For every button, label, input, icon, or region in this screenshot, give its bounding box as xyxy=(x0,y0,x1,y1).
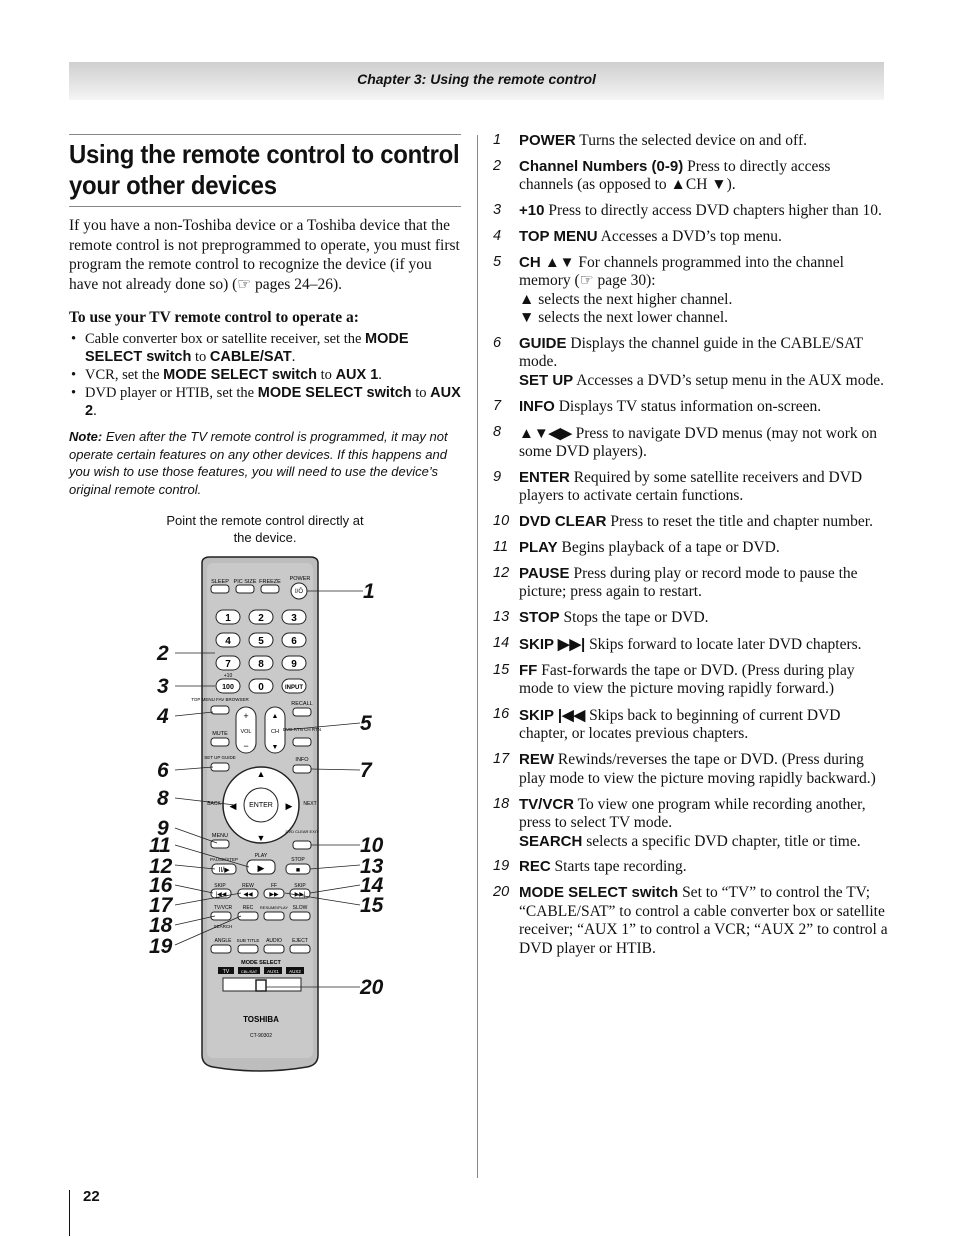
guide-button[interactable] xyxy=(211,763,229,771)
device-bullet-list xyxy=(69,330,461,420)
svg-text:SLOW: SLOW xyxy=(292,905,308,911)
svg-text:−: − xyxy=(243,741,249,751)
remote-caption: Point the remote control directly at the device. xyxy=(166,513,364,545)
bullet-dvd: • DVD player or HTIB, set the MODE SELECT switch to AUX 2. xyxy=(69,384,461,420)
svg-text:RESUME/PLAY: RESUME/PLAY xyxy=(259,905,289,910)
instructions-heading: To use your TV remote control to operate a: xyxy=(69,309,359,326)
note-text: Even after the TV remote control is programmed, it may not operate certain features on any other devices. If this happens and you wish to use those features, you will need to use the device’s original remote control. xyxy=(69,429,448,497)
desc-item-1: 1 POWER Turns the selected device on and off. xyxy=(493,132,807,149)
svg-text:9: 9 xyxy=(291,659,297,670)
intro-paragraph: If you have a non-Toshiba device or a Toshiba device that the remote control is not preprogrammed to operate, you must first program the remote control to recognize the device (if you have not already done so) (☞ pages 24–26). xyxy=(69,217,460,293)
desc-item-18: 18 TV/VCR To view one program while recording another, press to select TV mode. SEARCH selects a specific DVD chapter, title or time. xyxy=(493,795,866,850)
callout-17: 17 xyxy=(149,894,173,917)
svg-text:VOL: VOL xyxy=(240,729,252,735)
chapter-title: Chapter 3: Using the remote control xyxy=(357,71,596,87)
svg-text:II/▶: II/▶ xyxy=(218,867,230,874)
svg-text:1: 1 xyxy=(225,613,231,624)
svg-text:SKIP: SKIP xyxy=(294,883,306,889)
desc-item-2: 2 Channel Numbers (0-9) Press to directly access channels (as opposed to ▲CH ▼). xyxy=(493,157,831,194)
desc-item-10: 10 DVD CLEAR Press to reset the title and chapter number. xyxy=(493,513,873,531)
desc-item-4: 4 TOP MENU Accesses a DVD’s top menu. xyxy=(493,227,782,245)
topmenu-button[interactable] xyxy=(211,706,229,714)
svg-text:ANGLE: ANGLE xyxy=(214,938,232,944)
svg-text:INPUT: INPUT xyxy=(285,685,303,691)
callout-4: 4 xyxy=(157,705,169,728)
svg-text:REC: REC xyxy=(242,905,254,911)
svg-text:6: 6 xyxy=(291,636,297,647)
resume-button[interactable] xyxy=(264,912,284,920)
menu-label: MENU xyxy=(211,833,229,839)
svg-text:EJECT: EJECT xyxy=(292,938,308,944)
callout-5: 5 xyxy=(360,712,372,735)
desc-item-5: 5 CH ▲▼ For channels programmed into the channel memory (☞ page 30): ▲ selects the next higher channel. ▼ selects the next lower channel. xyxy=(493,253,844,327)
right-arrow-icon: ▶ xyxy=(285,801,293,811)
picsize-label: PIC SIZE xyxy=(233,579,257,585)
callout-14: 14 xyxy=(360,874,384,897)
page-number: 22 xyxy=(83,1188,100,1205)
callout-7: 7 xyxy=(360,759,372,782)
callout-16: 16 xyxy=(149,874,173,897)
info-label: INFO xyxy=(295,757,309,763)
setup-label: SET UP GUIDE xyxy=(204,755,236,760)
pause-label: PAUSE/STEP xyxy=(210,857,238,862)
callout-19: 19 xyxy=(149,935,173,958)
svg-text:8: 8 xyxy=(258,659,264,670)
desc-item-15: 15 FF Fast-forwards the tape or DVD. (Press during play mode to view the picture moving rapidly forward.) xyxy=(493,661,855,698)
svg-text:3: 3 xyxy=(291,613,297,624)
dvdclear-button[interactable] xyxy=(293,841,311,849)
svg-text:+10: +10 xyxy=(223,673,233,679)
callout-9: 9 xyxy=(157,817,169,840)
svg-text:TV/VCR: TV/VCR xyxy=(213,905,233,911)
up-arrow-icon: ▲ xyxy=(256,769,266,779)
picsize-button[interactable] xyxy=(236,585,254,593)
column-divider xyxy=(477,135,478,1178)
dvdrtn-button[interactable] xyxy=(293,738,311,746)
svg-text:▶▶: ▶▶ xyxy=(269,892,279,898)
svg-text:5: 5 xyxy=(258,636,264,647)
desc-item-16: 16 SKIP |◀◀ Skips back to beginning of current DVD chapter, or locates previous chapters. xyxy=(493,705,841,743)
sleep-button[interactable] xyxy=(211,585,229,593)
brand-logo: TOSHIBA xyxy=(243,1015,279,1024)
desc-item-11: 11 PLAY Begins playback of a tape or DVD. xyxy=(493,538,780,556)
desc-item-14: 14 SKIP ▶▶| Skips forward to locate later DVD chapters. xyxy=(493,634,862,653)
info-button[interactable] xyxy=(293,765,311,773)
enter-label: ENTER xyxy=(249,802,273,809)
svg-text:▶: ▶ xyxy=(257,863,265,873)
svg-text:◀◀: ◀◀ xyxy=(243,892,253,898)
svg-text:CH: CH xyxy=(271,729,279,735)
desc-item-7: 7 INFO Displays TV status information on-screen. xyxy=(493,397,822,415)
svg-text:SEARCH: SEARCH xyxy=(213,924,233,929)
callout-8: 8 xyxy=(157,787,169,810)
page-margin-rule xyxy=(69,1190,70,1236)
desc-item-19: 19 REC Starts tape recording. xyxy=(493,858,687,876)
freeze-button[interactable] xyxy=(261,585,279,593)
mode-select-label: MODE SELECT xyxy=(241,960,281,966)
stop-label: STOP xyxy=(291,857,305,863)
back-label: BACK xyxy=(207,801,221,807)
desc-item-20: 20 MODE SELECT switch Set to “TV” to control the TV; “CABLE/SAT” to control a cable converter box or satellite receiver; “AUX 1” to control a VCR; “AUX 2” to control a DVD player or HTIB. xyxy=(493,884,888,957)
svg-text:100: 100 xyxy=(222,684,234,691)
svg-text:4: 4 xyxy=(225,636,231,647)
callout-10: 10 xyxy=(360,834,384,857)
callout-1: 1 xyxy=(363,580,375,603)
eject-button[interactable] xyxy=(290,945,310,953)
recall-label: RECALL xyxy=(291,701,313,707)
recall-button[interactable] xyxy=(293,708,311,716)
chapter-header xyxy=(69,62,884,100)
svg-text:■: ■ xyxy=(295,867,301,874)
svg-text:REW: REW xyxy=(242,883,254,889)
svg-text:FF: FF xyxy=(270,883,278,889)
model-number: CT-90302 xyxy=(250,1033,272,1039)
section-title-block xyxy=(69,134,461,207)
callout-13: 13 xyxy=(360,855,384,878)
left-arrow-icon: ◀ xyxy=(229,801,237,811)
remote-illustration xyxy=(145,555,385,1075)
topmenu-label: TOP MENU FAV BROWSER xyxy=(191,697,249,702)
play-label: PLAY xyxy=(254,853,268,859)
desc-item-9: 9 ENTER Required by some satellite receivers and DVD players to activate certain functions. xyxy=(493,468,863,505)
desc-item-8: 8 ▲▼◀▶ Press to navigate DVD menus (may not work on some DVD players). xyxy=(493,423,877,461)
angle-button[interactable] xyxy=(211,945,231,953)
note-label: Note: xyxy=(69,429,103,444)
callout-15: 15 xyxy=(360,894,384,917)
svg-text:TV: TV xyxy=(222,969,230,975)
menu-button[interactable] xyxy=(211,840,229,848)
callout-11: 11 xyxy=(149,834,171,857)
note-paragraph xyxy=(69,428,464,498)
desc-item-13: 13 STOP Stops the tape or DVD. xyxy=(493,609,709,627)
svg-text:AUX1: AUX1 xyxy=(267,969,279,974)
power-icon: I/Ô xyxy=(294,589,304,595)
svg-text:AUDIO: AUDIO xyxy=(266,938,282,944)
desc-item-6: 6 GUIDE Displays the channel guide in the CABLE/SAT mode. SET UP Accesses a DVD’s setup menu in the AUX mode. xyxy=(493,334,884,389)
svg-text:▶▶|: ▶▶| xyxy=(294,892,306,898)
next-label: NEXT xyxy=(303,801,317,807)
dvdclear-label: DVD CLEAR EXIT xyxy=(285,829,319,834)
svg-text:|◀◀: |◀◀ xyxy=(215,892,227,898)
svg-text:SKIP: SKIP xyxy=(214,883,226,889)
freeze-label: FREEZE xyxy=(259,579,281,585)
callout-18: 18 xyxy=(149,914,173,937)
svg-text:AUX2: AUX2 xyxy=(289,969,301,974)
dvdrtn-label: DVD RTN CH RTN xyxy=(282,727,322,732)
callout-2: 2 xyxy=(157,642,169,665)
mute-button[interactable] xyxy=(211,738,229,746)
mute-label: MUTE xyxy=(212,731,228,737)
button-description-list xyxy=(493,132,888,965)
power-label: POWER xyxy=(289,576,311,582)
desc-item-17: 17 REW Rewinds/reverses the tape or DVD. (Press during play mode to view the picture moving rapidly backward.) xyxy=(493,751,876,787)
svg-text:▼: ▼ xyxy=(271,744,279,751)
callout-3: 3 xyxy=(157,675,169,698)
callout-20: 20 xyxy=(360,976,384,999)
mode-select-knob[interactable] xyxy=(256,980,266,991)
svg-text:2: 2 xyxy=(258,613,264,624)
subtitle-button[interactable] xyxy=(238,945,258,953)
svg-text:CBL/SAT: CBL/SAT xyxy=(240,969,258,974)
svg-text:SUB TITLE: SUB TITLE xyxy=(236,938,260,943)
svg-text:▲: ▲ xyxy=(271,713,279,720)
audio-button[interactable] xyxy=(264,945,284,953)
svg-text:+: + xyxy=(243,711,249,721)
bullet-cable: • Cable converter box or satellite receiver, set the MODE SELECT switch to CABLE/SAT. xyxy=(69,330,461,366)
desc-item-3: 3 +10 Press to directly access DVD chapters higher than 10. xyxy=(493,202,882,220)
callout-6: 6 xyxy=(157,759,169,782)
bullet-vcr: • VCR, set the MODE SELECT switch to AUX 1. xyxy=(69,366,461,384)
callout-12: 12 xyxy=(149,855,173,878)
sleep-label: SLEEP xyxy=(211,579,229,585)
desc-item-12: 12 PAUSE Press during play or record mode to pause the picture; press again to restart. xyxy=(493,564,858,601)
svg-text:7: 7 xyxy=(225,659,231,670)
slow-button[interactable] xyxy=(290,912,310,920)
section-title: Using the remote control to control your other devices xyxy=(69,139,460,200)
down-arrow-icon: ▼ xyxy=(256,833,266,843)
svg-text:0: 0 xyxy=(258,682,264,693)
